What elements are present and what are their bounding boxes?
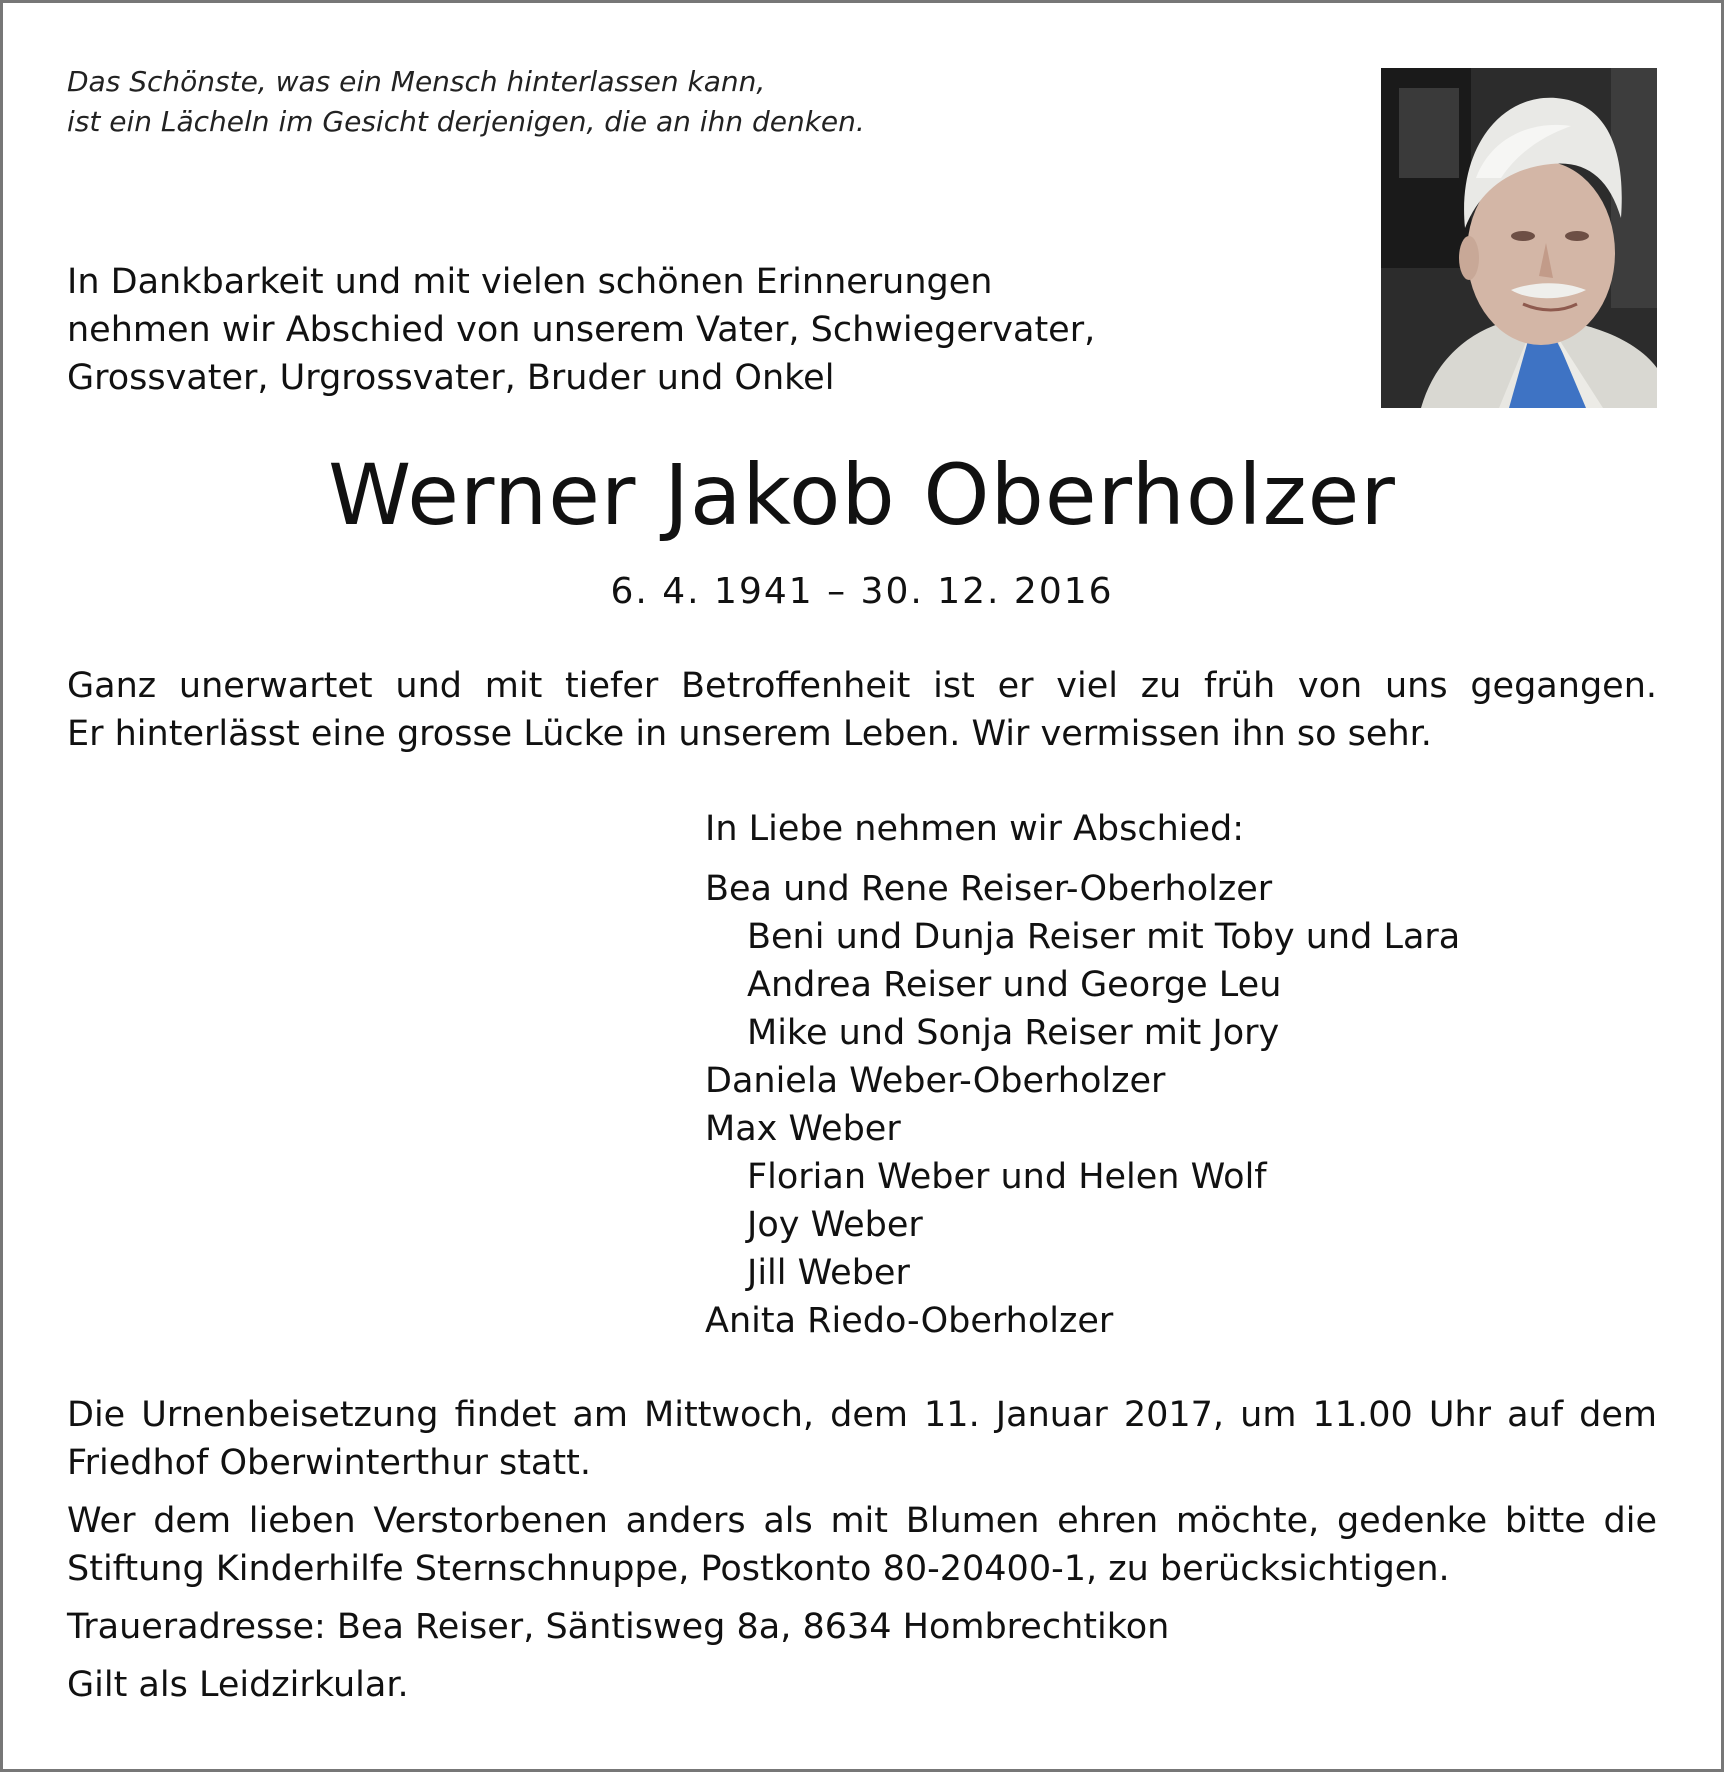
- intro-line: Grossvater, Urgrossvater, Bruder und Onkel: [67, 358, 835, 398]
- portrait-photo-icon: [1381, 68, 1657, 408]
- burial-line: Friedhof Oberwinterthur statt.: [67, 1443, 591, 1483]
- mourner-name: Daniela Weber-Oberholzer: [705, 1061, 1166, 1101]
- condolence-message: [67, 662, 1657, 758]
- mourner-name: Max Weber: [705, 1109, 901, 1149]
- burial-line: Die Urnenbeisetzung findet am Mittwoch, dem 11. Januar 2017, um 11.00 Uhr auf dem: [67, 1395, 1657, 1435]
- donation-line: Stiftung Kinderhilfe Sternschnuppe, Postkonto 80-20400-1, zu berücksichtigen.: [67, 1549, 1450, 1589]
- life-dates: 6. 4. 1941 – 30. 12. 2016: [610, 571, 1114, 612]
- intro-line: nehmen wir Abschied von unserem Vater, Schwiegervater,: [67, 310, 1096, 350]
- portrait-photo: [1381, 68, 1657, 408]
- closing-notes: [67, 1391, 1657, 1719]
- mourners-heading: In Liebe nehmen wir Abschied:: [705, 809, 1245, 849]
- mourner-name: Beni und Dunja Reiser mit Toby und Lara: [747, 917, 1461, 957]
- motto-quote: [67, 62, 1067, 142]
- donation-line: Wer dem lieben Verstorbenen anders als mit Blumen ehren möchte, gedenke bitte die: [67, 1501, 1657, 1541]
- circular-note: Gilt als Leidzirkular.: [67, 1665, 409, 1705]
- motto-line: Das Schönste, was ein Mensch hinterlassen kann,: [67, 65, 766, 98]
- mourners-list: [705, 805, 1605, 1345]
- mourner-name: Florian Weber und Helen Wolf: [747, 1157, 1267, 1197]
- burial-notice: [67, 1391, 1657, 1487]
- mourner-name: Mike und Sonja Reiser mit Jory: [747, 1013, 1280, 1053]
- mourner-name: Andrea Reiser und George Leu: [747, 965, 1282, 1005]
- intro-line: In Dankbarkeit und mit vielen schönen Erinnerungen: [67, 262, 993, 302]
- motto-line: ist ein Lächeln im Gesicht derjenigen, die an ihn denken.: [67, 105, 865, 138]
- mourner-name: Jill Weber: [747, 1253, 910, 1293]
- donation-notice: [67, 1497, 1657, 1593]
- deceased-name: Werner Jakob Oberholzer: [328, 446, 1396, 544]
- mourner-name: Bea und Rene Reiser-Oberholzer: [705, 869, 1273, 909]
- mourning-address: Traueradresse: Bea Reiser, Säntisweg 8a, 8634 Hombrechtikon: [67, 1607, 1170, 1647]
- intro-text: [67, 258, 1217, 402]
- mourner-name: Anita Riedo-Oberholzer: [705, 1301, 1114, 1341]
- mourner-name: Joy Weber: [747, 1205, 923, 1245]
- mourner-rows: [705, 865, 1605, 1345]
- message-line: Ganz unerwartet und mit tiefer Betroffenheit ist er viel zu früh von uns gegangen.: [67, 666, 1657, 706]
- message-line: Er hinterlässt eine grosse Lücke in unserem Leben. Wir vermissen ihn so sehr.: [67, 714, 1432, 754]
